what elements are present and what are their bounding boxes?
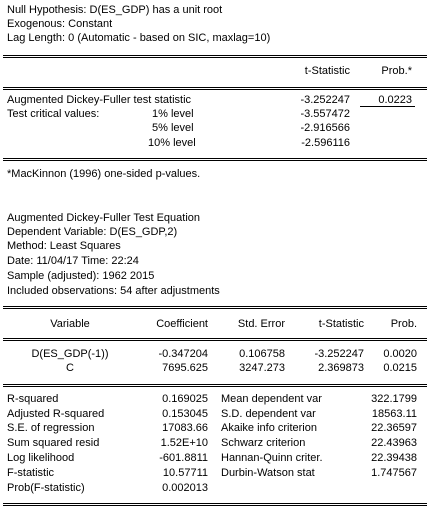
prob-underline: [360, 106, 415, 107]
critical-level-5: 5% level: [152, 122, 194, 134]
critical-values-label: Test critical values:: [7, 108, 100, 120]
stat-value: 322.1799: [371, 393, 417, 405]
divider-line: [3, 158, 427, 159]
stat-label: Prob(F-statistic): [7, 482, 85, 494]
row-prob: 0.0020: [383, 348, 417, 360]
stat-label: Log likelihood: [7, 452, 75, 464]
row-variable: C: [66, 362, 74, 374]
row-coefficient: -0.347204: [158, 348, 208, 360]
exogenous-text: Exogenous: Constant: [7, 18, 113, 30]
divider-line: [3, 89, 427, 90]
critical-level-10: 10% level: [148, 137, 196, 149]
divider-line: [3, 55, 427, 56]
row-std-error: 0.106758: [239, 348, 285, 360]
stat-label: S.E. of regression: [7, 422, 95, 434]
sample-adjusted: Sample (adjusted): 1962 2015: [7, 270, 155, 282]
dependent-variable: Dependent Variable: D(ES_GDP,2): [7, 226, 178, 238]
stat-label: Adjusted R-squared: [7, 408, 105, 420]
divider-line: [3, 338, 427, 339]
divider-line: [3, 503, 427, 504]
stat-label: Sum squared resid: [7, 437, 100, 449]
divider-line: [3, 57, 427, 58]
null-hypothesis-text: Null Hypothesis: D(ES_GDP) has a unit root: [7, 4, 223, 16]
adf-statistic: -3.252247: [300, 94, 350, 106]
row-prob: 0.0215: [383, 362, 417, 374]
adf-label: Augmented Dickey-Fuller test statistic: [7, 94, 192, 106]
row-t-statistic: -3.252247: [314, 348, 364, 360]
stat-label: Hannan-Quinn criter.: [221, 452, 323, 464]
stat-value: 22.43963: [371, 437, 417, 449]
divider-line: [3, 384, 427, 385]
critical-value-10: -2.596116: [301, 137, 350, 149]
row-coefficient: 7695.625: [162, 362, 208, 374]
date-time: Date: 11/04/17 Time: 22:24: [7, 255, 139, 267]
critical-level-1: 1% level: [152, 108, 194, 120]
equation-title: Augmented Dickey-Fuller Test Equation: [7, 212, 201, 224]
stat-value: 18563.11: [371, 408, 417, 420]
stat-label: Mean dependent var: [221, 393, 322, 405]
stat-value: 1.747567: [371, 467, 417, 479]
col-header-prob: Prob.: [390, 318, 417, 330]
stat-label: F-statistic: [7, 467, 55, 479]
lag-length-text: Lag Length: 0 (Automatic - based on SIC, maxlag=10): [7, 32, 271, 44]
divider-line: [3, 386, 427, 387]
stat-value: 22.39438: [371, 452, 417, 464]
stat-label: Akaike info criterion: [221, 422, 317, 434]
row-variable: D(ES_GDP(-1)): [31, 348, 109, 360]
stat-label: R-squared: [7, 393, 59, 405]
footnote: *MacKinnon (1996) one-sided p-values.: [7, 168, 201, 180]
col-header-variable: Variable: [50, 318, 90, 330]
divider-line: [3, 87, 427, 88]
col-header-std-error: Std. Error: [237, 318, 285, 330]
stat-value: 0.169025: [162, 393, 208, 405]
col-header-t-statistic: t-Statistic: [304, 65, 350, 77]
critical-value-5: -2.916566: [300, 122, 350, 134]
critical-value-1: -3.557472: [300, 108, 350, 120]
included-observations: Included observations: 54 after adjustments: [7, 285, 220, 297]
divider-line: [3, 308, 427, 309]
stat-value: -601.8811: [159, 452, 208, 464]
stat-label: S.D. dependent var: [221, 408, 316, 420]
stat-value: 10.57711: [162, 467, 208, 479]
stat-value: 1.52E+10: [160, 437, 208, 449]
row-std-error: 3247.273: [239, 362, 285, 374]
divider-line: [3, 340, 427, 341]
method: Method: Least Squares: [7, 240, 121, 252]
stat-value: 17083.66: [162, 422, 208, 434]
col-header-t-statistic: t-Statistic: [318, 318, 364, 330]
col-header-coefficient: Coefficient: [156, 318, 208, 330]
col-header-prob: Prob.*: [381, 65, 412, 77]
adf-prob: 0.0223: [378, 94, 412, 106]
stat-label: Durbin-Watson stat: [221, 467, 315, 479]
divider-line: [3, 160, 427, 161]
stat-value: 22.36597: [371, 422, 417, 434]
stat-value: 0.002013: [162, 482, 208, 494]
divider-line: [3, 306, 427, 307]
row-t-statistic: 2.369873: [318, 362, 364, 374]
divider-line: [3, 505, 427, 506]
stat-value: 0.153045: [162, 408, 208, 420]
stat-label: Schwarz criterion: [221, 437, 306, 449]
